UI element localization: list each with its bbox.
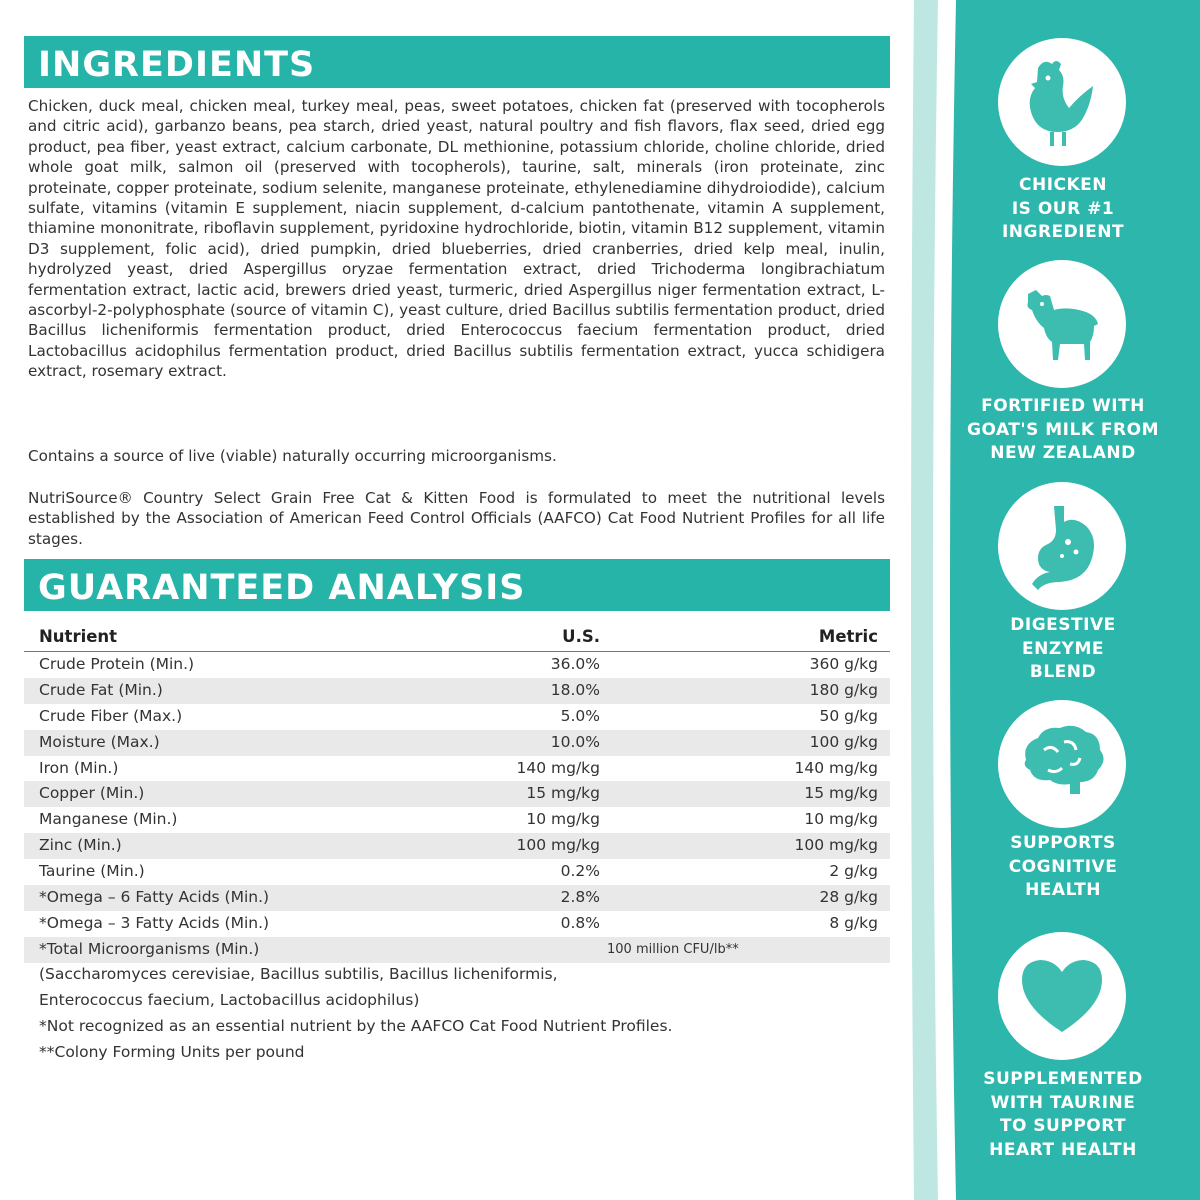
- nutrient-name: Iron (Min.): [39, 758, 119, 777]
- feature-cognitive-caption: [958, 832, 1168, 903]
- ingredients-heading-band: [24, 36, 890, 88]
- table-row: [24, 833, 890, 859]
- nutrient-name: Copper (Min.): [39, 784, 145, 803]
- caption-line: CHICKEN: [1018, 175, 1108, 195]
- metric-value: 15 mg/kg: [804, 784, 878, 803]
- us-value: 18.0%: [550, 680, 600, 699]
- analysis-heading-band: [24, 559, 890, 611]
- nutrient-name: *Omega – 6 Fatty Acids (Min.): [39, 888, 270, 907]
- caption-line: IS OUR #1: [1011, 198, 1115, 219]
- us-value: 2.8%: [560, 888, 600, 907]
- nutrient-name: *Omega – 3 Fatty Acids (Min.): [39, 913, 270, 932]
- metric-value: 28 g/kg: [819, 888, 878, 907]
- table-row: [24, 756, 890, 782]
- nutrient-name: Moisture (Max.): [39, 732, 160, 751]
- caption-line: WITH TAURINE: [990, 1092, 1136, 1113]
- metric-value: 8 g/kg: [829, 913, 878, 932]
- caption-line: ENZYME: [1021, 638, 1104, 659]
- footnote-species-line-2: Enterococcus faecium, Lactobacillus acidophilus): [39, 991, 420, 1009]
- combined-value: 100 million CFU/lb**: [607, 941, 739, 957]
- table-row: [24, 730, 890, 756]
- brain-icon: [998, 700, 1126, 828]
- table-row: [24, 652, 890, 678]
- metric-value: 10 mg/kg: [804, 810, 878, 829]
- nutrient-name: Taurine (Min.): [39, 862, 145, 881]
- table-header-row: [24, 623, 890, 652]
- us-value: 36.0%: [550, 655, 600, 673]
- guaranteed-analysis-table: [24, 623, 890, 963]
- table-row: [24, 911, 890, 937]
- analysis-heading: GUARANTEED ANALYSIS: [38, 568, 526, 608]
- caption-line: INGREDIENT: [1001, 222, 1125, 242]
- nutrient-name: Crude Fat (Min.): [39, 680, 163, 699]
- caption-line: COGNITIVE: [1008, 856, 1118, 877]
- feature-heart-caption: [958, 1068, 1168, 1162]
- footnote-essential-nutrient: *Not recognized as an essential nutrient by the AAFCO Cat Food Nutrient Profiles.: [39, 1017, 673, 1035]
- us-value: 10 mg/kg: [526, 810, 600, 829]
- feature-goat-caption: [958, 395, 1168, 466]
- caption-line: TO SUPPORT: [999, 1116, 1127, 1136]
- table-row: [24, 937, 890, 963]
- main-content: [24, 0, 890, 1200]
- metric-value: 140 mg/kg: [794, 758, 878, 777]
- chicken-icon: [998, 38, 1126, 166]
- metric-value: 180 g/kg: [809, 680, 878, 699]
- ingredients-list: Chicken, duck meal, chicken meal, turkey meal, peas, sweet potatoes, chicken fat (preserved with tocopherols and citric acid), garbanzo beans, pea starch, dried yeast, natural poultry and fish flavors, flax seed, dried egg product, pea fiber, yeast extract, calcium carbonate, DL methionine, potassium chloride, choline chloride, dried whole goat milk, salmon oil (preserved with tocopherols), taurine, salt, minerals (iron proteinate, zinc proteinate, copper proteinate, sodium selenite, manganese proteinate, ethylenediamine dihydroiodide), calcium sulfate, vitamins (vitamin E supplement, niacin supplement, d-calcium pantothenate, vitamin A supplement, thiamine mononitrate, riboflavin supplement, pyridoxine hydrochloride, biotin, vitamin B12 supplement, vitamin D3 supplement, folic acid), dried pumpkin, dried blueberries, dried cranberries, dried kelp meal, inulin, hydrolyzed yeast, dried Aspergillus oryzae fermentation extract, dried Trichoderma longibrachiatum fermentation extract, lactic acid, brewers dried yeast, turmeric, dried Aspergillus niger fermentation extract, L-ascorbyl-2-polyphosphate (source of vitamin C), yeast culture, dried Bacillus subtilis fermentation product, dried Bacillus licheniformis fermentation product, dried Enterococcus faecium fermentation product, dried Lactobacillus acidophilus fermentation product, dried Bacillus subtilis fermentation extract, yucca schidigera extract, rosemary extract.: [28, 97, 885, 381]
- metric-value: 50 g/kg: [819, 706, 878, 725]
- caption-line: DIGESTIVE: [1010, 615, 1116, 635]
- caption-line: FORTIFIED WITH: [981, 396, 1145, 416]
- footnote-species-line-1: (Saccharomyces cerevisiae, Bacillus subtilis, Bacillus licheniformis,: [39, 965, 558, 983]
- feature-sidebar: [898, 0, 1200, 1200]
- caption-line: HEART HEALTH: [989, 1139, 1137, 1160]
- us-value: 5.0%: [560, 706, 600, 725]
- caption-line: NEW ZEALAND: [990, 443, 1136, 463]
- us-value: 100 mg/kg: [516, 836, 600, 855]
- table-row: [24, 704, 890, 730]
- nutrient-name: Zinc (Min.): [39, 836, 122, 855]
- us-value: 140 mg/kg: [516, 758, 600, 777]
- metric-value: 100 g/kg: [809, 732, 878, 751]
- us-value: 15 mg/kg: [526, 784, 600, 803]
- column-header-us: U.S.: [562, 627, 600, 646]
- us-value: 0.2%: [560, 862, 600, 881]
- feature-chicken-caption: [958, 174, 1168, 245]
- footnote-cfu: **Colony Forming Units per pound: [39, 1043, 305, 1061]
- aafco-statement: NutriSource® Country Select Grain Free Cat & Kitten Food is formulated to meet the nutritional levels established by the Association of American Feed Control Officials (AAFCO) Cat Food Nutrient Profiles for all life stages.: [28, 489, 885, 548]
- nutrient-name: Manganese (Min.): [39, 810, 178, 829]
- column-header-metric: Metric: [818, 627, 878, 646]
- caption-line: SUPPLEMENTED: [983, 1069, 1143, 1089]
- caption-line: BLEND: [1029, 662, 1097, 682]
- caption-line: GOAT'S MILK FROM: [967, 419, 1159, 440]
- table-row: [24, 678, 890, 704]
- us-value: 10.0%: [550, 732, 600, 751]
- nutrient-name: Crude Fiber (Max.): [39, 706, 183, 725]
- metric-value: 360 g/kg: [809, 655, 878, 673]
- column-header-nutrient: Nutrient: [39, 627, 118, 646]
- goat-icon: [998, 260, 1126, 388]
- table-row: [24, 859, 890, 885]
- table-row: [24, 781, 890, 807]
- feature-digestive-caption: [958, 614, 1168, 685]
- us-value: 0.8%: [560, 913, 600, 932]
- live-microorganisms-note: Contains a source of live (viable) naturally occurring microorganisms.: [28, 447, 557, 465]
- table-row: [24, 885, 890, 911]
- metric-value: 100 mg/kg: [794, 836, 878, 855]
- heart-icon: [998, 932, 1126, 1060]
- table-row: [24, 807, 890, 833]
- nutrient-name: Crude Protein (Min.): [39, 655, 195, 673]
- ingredients-heading: INGREDIENTS: [38, 45, 316, 85]
- stomach-icon: [998, 482, 1126, 610]
- caption-line: SUPPORTS: [1010, 833, 1116, 853]
- caption-line: HEALTH: [1025, 880, 1101, 900]
- metric-value: 2 g/kg: [829, 862, 878, 881]
- nutrient-name: *Total Microorganisms (Min.): [39, 939, 260, 958]
